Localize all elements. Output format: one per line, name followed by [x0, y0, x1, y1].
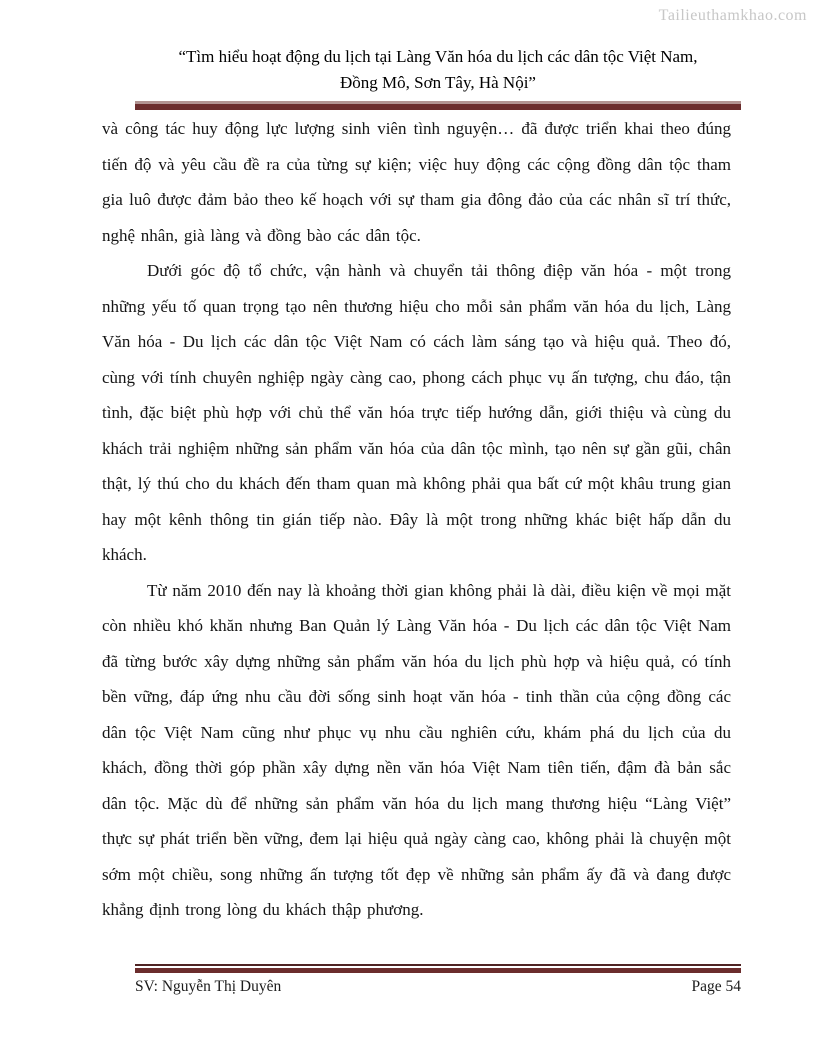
- footer-row: [135, 978, 741, 996]
- document-title-line-1: “Tìm hiểu hoạt động du lịch tại Làng Văn hóa du lịch các dân tộc Việt Nam,: [178, 47, 698, 66]
- footer-rule-thin: [135, 964, 741, 966]
- paragraph-1: và công tác huy động lực lượng sinh viên tình nguyện… đã được triển khai theo đúng tiến độ và yêu cầu đề ra của từng sự kiện; việc huy động các cộng đồng dân tộc tham gia luô được đảm bảo theo kế hoạch với sự tham gia đông đảo của các nhân sĩ trí thức, nghệ nhân, già làng và đồng bào các dân tộc.: [102, 119, 731, 245]
- watermark-text: Tailieuthamkhao.com: [658, 7, 807, 24]
- paragraph-2: Dưới góc độ tổ chức, vận hành và chuyển tải thông điệp văn hóa - một trong những yếu tố quan trọng tạo nên thương hiệu cho mỗi sản phẩm văn hóa du lịch, Làng Văn hóa - Du lịch các dân tộc Việt Nam có cách làm sáng tạo và hiệu quả. Theo đó, cùng với tính chuyên nghiệp ngày càng cao, phong cách phục vụ ấn tượng, chu đáo, tận tình, đặc biệt phù hợp với chủ thể văn hóa trực tiếp hướng dẫn, giới thiệu và cùng du khách trải nghiệm những sản phẩm văn hóa của dân tộc mình, tạo nên sự gần gũi, chân thật, lý thú cho du khách đến tham quan mà không phải qua bất cứ một khâu trung gian hay một kênh thông tin gián tiếp nào. Đây là một trong những khác biệt hấp dẫn du khách.: [102, 261, 731, 564]
- footer-author: SV: Nguyễn Thị Duyên: [135, 978, 282, 995]
- footer-page-number: Page 54: [691, 978, 741, 995]
- paragraph-3: Từ năm 2010 đến nay là khoảng thời gian không phải là dài, điều kiện về mọi mặt còn nhiều khó khăn nhưng Ban Quản lý Làng Văn hóa - Du lịch các dân tộc Việt Nam đã từng bước xây dựng những sản phẩm văn hóa du lịch phù hợp và hiệu quả, có tính bền vững, đáp ứng nhu cầu đời sống sinh hoạt văn hóa - tinh thần của cộng đồng các dân tộc Việt Nam cũng như phục vụ nhu cầu nghiên cứu, khám phá du lịch của du khách, đồng thời góp phần xây dựng nền văn hóa Việt Nam tiên tiến, đậm đà bản sắc dân tộc. Mặc dù để những sản phẩm văn hóa du lịch mang thương hiệu “Làng Việt” thực sự phát triển bền vững, đem lại hiệu quả ngày càng cao, không phải là chuyện một sớm một chiều, song những ấn tượng tốt đẹp về những sản phẩm ấy đã và đang được khẳng định trong lòng du khách thập phương.: [102, 580, 731, 919]
- document-title: [135, 44, 741, 96]
- page-header: [135, 44, 741, 110]
- page-footer: [135, 964, 741, 996]
- footer-rule-thick: [135, 968, 741, 973]
- document-body: [102, 111, 731, 928]
- document-title-line-2: Đồng Mô, Sơn Tây, Hà Nội”: [340, 73, 536, 92]
- header-rule: [135, 101, 741, 110]
